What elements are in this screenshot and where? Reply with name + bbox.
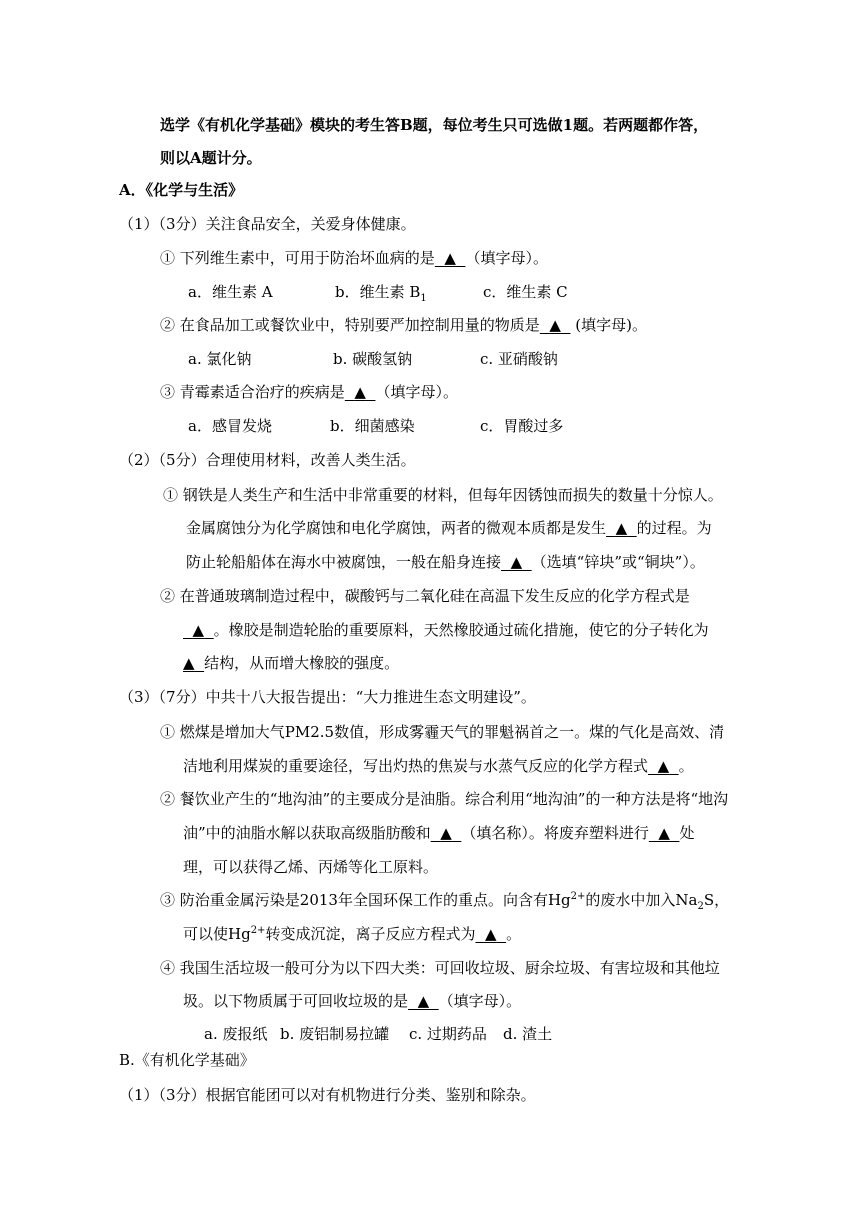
item-number: ①: [160, 249, 176, 267]
a-q1-item-2: ② 在食品加工或餐饮业中，特别要严加控制用量的物质是 ▲ (填字母)。: [160, 316, 647, 334]
option-c: c. 亚硝酸钠: [480, 350, 558, 368]
a-q1-item-3: ③ 青霉素适合治疗的疾病是 ▲ （填字母）。: [160, 383, 458, 401]
option-b: b．维生素 $B_1$: [335, 283, 427, 304]
a-q3-item-3-line-1: ③ 防治重金属污染是2013年全国环保工作的重点。向含有$Hg^{2+}$的废水中加入$Na_2S$，: [160, 891, 730, 912]
a-q2-stem: （2）（5分）合理使用材料，改善人类生活。: [119, 451, 416, 469]
answer-blank[interactable]: ▲: [549, 316, 561, 334]
a-q3-item-1-line-1: ① 燃煤是增加大气PM2.5数值，形成雾霾天气的罪魁祸首之一。煤的气化是高效、清: [160, 723, 725, 741]
a-q3-item-2-line-2: 油”中的油脂水解以获取高级脂肪酸和 ▲ （填名称）。将废弃塑料进行 ▲ 处: [183, 824, 695, 842]
option-c: c．维生素 C: [483, 283, 568, 301]
answer-blank[interactable]: ▲: [417, 992, 430, 1010]
a-q1-item-1: ① 下列维生素中，可用于防治坏血病的是 ▲ （填字母）。: [160, 249, 548, 267]
answer-blank[interactable]: ▲: [183, 654, 195, 672]
a-q3-item-1-line-2: 洁地利用煤炭的重要途径，写出灼热的焦炭与水蒸气反应的化学方程式 ▲ 。: [183, 757, 694, 775]
answer-blank[interactable]: ▲: [657, 757, 670, 775]
option-a: a. 氯化钠: [188, 350, 252, 368]
option-b: b. 废铝制易拉罐: [280, 1025, 390, 1043]
item-number: ③: [160, 383, 176, 401]
answer-blank[interactable]: ▲: [485, 925, 497, 943]
a-q2-item-1-line-3: 防止轮船船体在海水中被腐蚀，一般在船身连接 ▲ （选填“锌块”或“铜块”）。: [186, 553, 705, 571]
answer-blank[interactable]: ▲: [658, 824, 670, 842]
a-q2-item-2-line-3: ▲ 结构，从而增大橡胶的强度。: [183, 654, 400, 672]
a-q2-item-2-line-1: ② 在普通玻璃制造过程中，碳酸钙与二氧化硅在高温下发生反应的化学方程式是: [160, 587, 690, 605]
item-number: ①: [163, 486, 179, 504]
a-q3-item-4-line-2: 圾。以下物质属于可回收垃圾的是 ▲ （填字母）。: [183, 992, 522, 1010]
answer-blank[interactable]: ▲: [615, 519, 628, 537]
answer-blank[interactable]: ▲: [354, 383, 366, 401]
answer-blank[interactable]: ▲: [510, 553, 523, 571]
item-number: ①: [160, 723, 176, 741]
answer-blank[interactable]: ▲: [440, 824, 452, 842]
answer-blank[interactable]: ▲: [444, 249, 456, 267]
item-number: ②: [160, 316, 176, 334]
section-b-title: B.《有机化学基础》: [119, 1051, 255, 1069]
intro-line-2: 则以A题计分。: [160, 149, 262, 167]
option-b: b. 碳酸氢钠: [333, 350, 413, 368]
a-q3-item-4-line-1: ④ 我国生活垃圾一般可分为以下四大类：可回收垃圾、厨余垃圾、有害垃圾和其他垃: [160, 959, 720, 977]
a-q2-item-1-line-1: ① 钢铁是人类生产和生活中非常重要的材料，但每年因锈蚀而损失的数量十分惊人。: [163, 486, 723, 504]
b-q1-stem: （1）（3分）根据官能团可以对有机物进行分类、鉴别和除杂。: [119, 1086, 536, 1104]
a-q2-item-1-line-2: 金属腐蚀分为化学腐蚀和电化学腐蚀，两者的微观本质都是发生 ▲ 的过程。为: [186, 519, 712, 537]
a-q2-item-2-line-2: ▲ 。橡胶是制造轮胎的重要原料，天然橡胶通过硫化措施，使它的分子转化为: [183, 620, 709, 640]
a-q3-stem: （3）（7分）中共十八大报告提出：“大力推进生态文明建设”。: [119, 688, 536, 706]
a-q3-item-2-line-1: ② 餐饮业产生的“地沟油”的主要成分是油脂。综合利用“地沟油”的一种方法是将“地沟: [160, 790, 729, 808]
answer-blank[interactable]: ▲: [192, 621, 205, 639]
a-q1-stem: （1）（3分）关注食品安全，关爱身体健康。: [119, 215, 416, 233]
a-q3-item-2-line-3: 理，可以获得乙烯、丙烯等化工原料。: [183, 858, 439, 876]
section-a-title: A．《化学与生活》: [119, 181, 244, 199]
item-number: ②: [160, 790, 176, 808]
item-number: ②: [160, 587, 176, 605]
item-number: ④: [160, 959, 176, 977]
option-c: c．胃酸过多: [480, 417, 564, 435]
item-number: ③: [160, 891, 176, 909]
option-d: d. 渣土: [503, 1025, 553, 1043]
option-c: c. 过期药品: [409, 1025, 487, 1043]
option-b: b．细菌感染: [330, 417, 415, 435]
intro-line-1: 选学《有机化学基础》模块的考生答B题，每位考生只可选做1题。若两题都作答，: [160, 116, 709, 134]
a-q3-item-3-line-2: 可以使$Hg^{2+}$转变成沉淀，离子反应方程式为 ▲ 。: [183, 925, 522, 943]
option-a: a. 废报纸: [204, 1025, 268, 1043]
option-a: a．感冒发烧: [188, 417, 272, 435]
option-a: a．维生素 A: [188, 283, 273, 301]
